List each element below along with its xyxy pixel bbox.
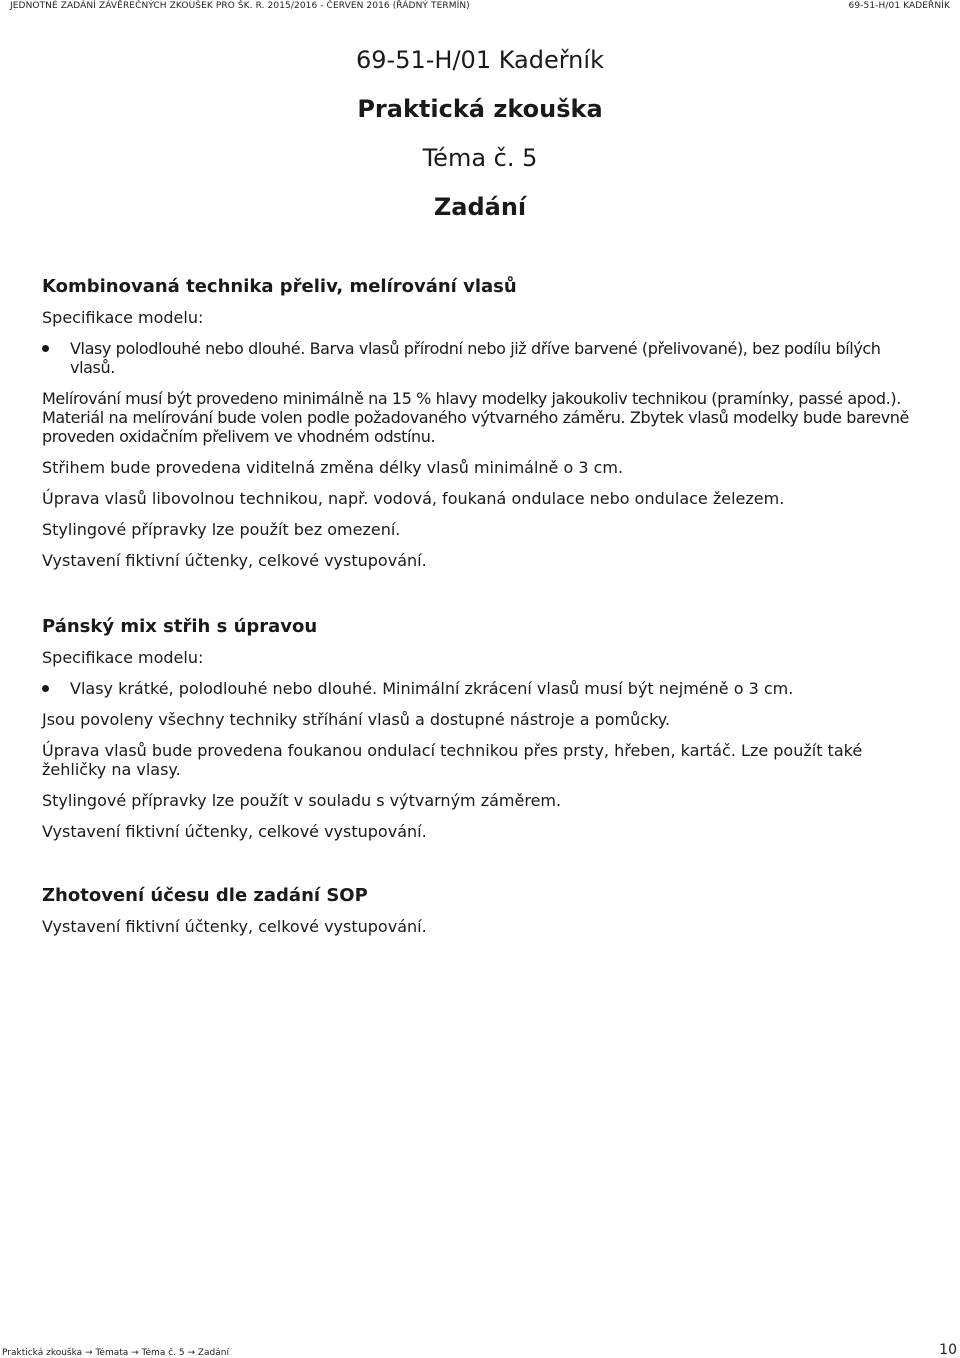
page-number: 10 — [939, 1342, 957, 1358]
paragraph: Vystavení fiktivní účtenky, celkové vystupování. — [42, 917, 427, 936]
section-heading: Pánský mix střih s úpravou — [42, 616, 318, 637]
document-code-title: 69-51-H/01 Kadeřník — [356, 46, 604, 74]
paragraph: Jsou povoleny všechny techniky stříhání vlasů a dostupné nástroje a pomůcky. — [42, 710, 671, 729]
paragraph: Úprava vlasů bude provedena foukanou ondulací technikou přes prsty, hřeben, kartáč. Lze použít také žehličky na vlasy. — [42, 741, 863, 779]
exam-title: Praktická zkouška — [357, 95, 603, 123]
paragraph: Vystavení fiktivní účtenky, celkové vystupování. — [42, 551, 427, 570]
theme-title: Téma č. 5 — [422, 144, 538, 172]
paragraph: Stylingové přípravky lze použít bez omezení. — [42, 520, 401, 539]
list-item — [42, 339, 922, 377]
section-heading: Zhotovení účesu dle zadání SOP — [42, 885, 368, 906]
spec-list — [42, 339, 922, 377]
section-sop-hairstyle — [42, 885, 922, 948]
spec-label: Specifikace modelu: — [42, 308, 204, 327]
list-item-text: Vlasy krátké, polodlouhé nebo dlouhé. Minimální zkrácení vlasů musí být nejméně o 3 cm. — [70, 679, 794, 698]
bullet-icon — [42, 685, 49, 692]
header-right-text: 69-51-H/01 KADEŘNÍK — [848, 1, 950, 11]
paragraph: Melírování musí být provedeno minimálně na 15 % hlavy modelky jakoukoliv technikou (pramínky, passé apod.). Materiál na melírování bude volen podle požadovaného výtvarného záměru. Zbytek vlasů modelky bude barevně proveden oxidačním přelivem ve vhodném odstínu. — [42, 389, 909, 446]
running-footer — [2, 1342, 957, 1358]
bullet-icon — [42, 345, 49, 352]
title-block — [0, 40, 960, 227]
paragraph: Stylingové přípravky lze použít v souladu s výtvarným záměrem. — [42, 791, 562, 810]
list-item — [42, 679, 922, 698]
spec-label: Specifikace modelu: — [42, 648, 204, 667]
breadcrumb: Praktická zkouška → Témata → Téma č. 5 → Zadání — [2, 1348, 229, 1358]
section-heading: Kombinovaná technika přeliv, melírování vlasů — [42, 276, 517, 297]
paragraph: Střihem bude provedena viditelná změna délky vlasů minimálně o 3 cm. — [42, 458, 624, 477]
paragraph: Úprava vlasů libovolnou technikou, např. vodová, foukaná ondulace nebo ondulace železem. — [42, 489, 785, 508]
list-item-text: Vlasy polodlouhé nebo dlouhé. Barva vlasů přírodní nebo již dříve barvené (přelivované), bez podílu bílých vlasů. — [70, 339, 881, 377]
paragraph: Vystavení fiktivní účtenky, celkové vystupování. — [42, 822, 427, 841]
section-combined-technique — [42, 276, 922, 582]
assignment-title: Zadání — [433, 193, 527, 221]
running-header — [10, 1, 950, 15]
section-mens-cut — [42, 616, 922, 853]
header-left-text: JEDNOTNÉ ZADÁNÍ ZÁVĚREČNÝCH ZKOUŠEK PRO ŠK. R. 2015/2016 - ČERVEN 2016 (ŘÁDNÝ TERMÍN) — [10, 1, 470, 11]
spec-list — [42, 679, 922, 698]
